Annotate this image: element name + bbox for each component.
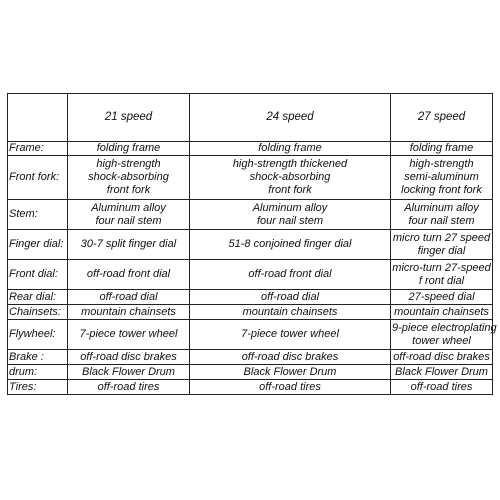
table-cell <box>190 305 391 320</box>
cell-text-line: four nail stem <box>256 214 324 227</box>
cell-text-line: 9-piece electroplating <box>392 321 497 334</box>
cell-text-line: semi-aluminum <box>404 171 479 183</box>
table-cell <box>391 260 493 290</box>
table-cell <box>391 305 493 320</box>
table-row <box>8 320 493 350</box>
table-cell <box>68 260 190 290</box>
header-27-speed: 27 speed <box>391 94 493 142</box>
row-label: Finger dial: <box>8 230 68 260</box>
table-cell <box>68 365 190 380</box>
cell-text-line: 27-speed dial <box>408 290 475 303</box>
table-cell <box>68 290 190 305</box>
cell-text-line: four nail stem <box>95 214 162 227</box>
table-row <box>8 380 493 395</box>
cell-text-line: off-road dial <box>260 290 320 303</box>
cell-text-line: shock-absorbing <box>88 171 169 183</box>
table-cell <box>190 200 391 230</box>
table-cell <box>68 200 190 230</box>
row-label: Brake : <box>8 350 68 365</box>
table-cell <box>391 142 493 156</box>
header-row <box>8 94 493 142</box>
table-cell <box>190 365 391 380</box>
row-label: Tires: <box>8 380 68 395</box>
cell-text-line: Black Flower Drum <box>395 365 488 378</box>
header-21-speed: 21 speed <box>68 94 190 142</box>
table-cell <box>68 142 190 156</box>
cell-text-line: off-road disc brakes <box>241 350 339 363</box>
cell-text-line: Aluminum alloy <box>91 201 166 214</box>
row-label: Front dial: <box>8 260 68 290</box>
cell-text-line: Black Flower Drum <box>243 365 337 378</box>
cell-text-line: off-road disc brakes <box>80 350 177 363</box>
cell-text-line: off-road tires <box>259 380 321 393</box>
table-cell <box>190 380 391 395</box>
table-cell <box>190 320 391 350</box>
cell-text-line: high-strength <box>96 158 161 170</box>
header-cell-label <box>8 94 68 142</box>
spec-table-body <box>8 94 497 395</box>
table-cell <box>391 290 493 305</box>
table-cell <box>68 380 190 395</box>
table-row <box>8 260 493 290</box>
row-label: drum: <box>8 365 68 380</box>
cell-text-line: 7-piece tower wheel <box>241 328 339 340</box>
table-row <box>8 142 493 156</box>
table-row <box>8 365 493 380</box>
cell-text-line: mountain chainsets <box>394 305 489 318</box>
cell-text-line: mountain chainsets <box>242 305 338 318</box>
cell-text-line: 51-8 conjoined finger dial <box>228 238 352 250</box>
table-cell <box>190 290 391 305</box>
table-cell <box>190 230 391 260</box>
table-cell <box>391 230 493 260</box>
cell-text-line: mountain chainsets <box>81 305 176 318</box>
cell-text-line: off-road tires <box>97 380 160 393</box>
cell-text-line: high-strength <box>409 158 474 170</box>
cell-text-line: off-road dial <box>99 290 158 303</box>
cell-text-line: folding frame <box>409 142 474 154</box>
cell-text-line: micro-turn 27-speed <box>392 261 491 274</box>
row-label: Front fork: <box>8 156 68 200</box>
header-24-speed: 24 speed <box>190 94 391 142</box>
table-row <box>8 156 493 200</box>
cell-text-line: f ront dial <box>418 274 465 287</box>
table-cell <box>190 350 391 365</box>
cell-text-line: finger dial <box>417 244 466 257</box>
table-cell <box>68 350 190 365</box>
spec-table <box>7 93 497 395</box>
cell-text-line: Black Flower Drum <box>82 365 175 378</box>
cell-text-line: high-strength thickened <box>232 158 348 170</box>
cell-text-line: front fork <box>268 184 312 196</box>
cell-text-line: off-road tires <box>410 380 473 393</box>
table-cell <box>190 142 391 156</box>
cell-text-line: off-road front dial <box>248 268 332 280</box>
table-cell <box>68 230 190 260</box>
table-cell <box>391 350 493 365</box>
table-cell <box>68 305 190 320</box>
cell-text-line: tower wheel <box>412 334 471 347</box>
row-label: Chainsets: <box>8 305 68 320</box>
table-row <box>8 230 493 260</box>
table-row <box>8 200 493 230</box>
table-cell <box>68 156 190 200</box>
row-label: Rear dial: <box>8 290 68 305</box>
cell-text-line: Aluminum alloy <box>252 201 328 214</box>
cell-text-line: 30-7 split finger dial <box>80 238 177 250</box>
table-row <box>8 305 493 320</box>
cell-text-line: folding frame <box>96 142 161 154</box>
cell-text-line: locking front fork <box>401 184 482 196</box>
cell-text-line: off-road disc brakes <box>393 350 490 363</box>
table-cell <box>68 320 190 350</box>
cell-text-line: micro turn 27 speed <box>392 231 491 244</box>
cell-text-line: off-road front dial <box>86 268 171 280</box>
row-label: Frame: <box>8 142 68 156</box>
row-label: Flywheel: <box>8 320 68 350</box>
cell-text-line: shock-absorbing <box>249 171 331 183</box>
table-row <box>8 350 493 365</box>
table-cell <box>391 380 493 395</box>
table-cell <box>391 365 493 380</box>
table-cell <box>190 156 391 200</box>
cell-text-line: front fork <box>106 184 151 196</box>
cell-text-line: four nail stem <box>408 214 475 227</box>
cell-text-line: Aluminum alloy <box>404 201 479 214</box>
table-row <box>8 290 493 305</box>
table-cell <box>391 320 497 350</box>
table-cell <box>190 260 391 290</box>
cell-text-line: 7-piece tower wheel <box>79 328 178 340</box>
cell-text-line: folding frame <box>258 142 322 154</box>
table-cell <box>391 156 493 200</box>
row-label: Stem: <box>8 200 68 230</box>
table-cell <box>391 200 493 230</box>
